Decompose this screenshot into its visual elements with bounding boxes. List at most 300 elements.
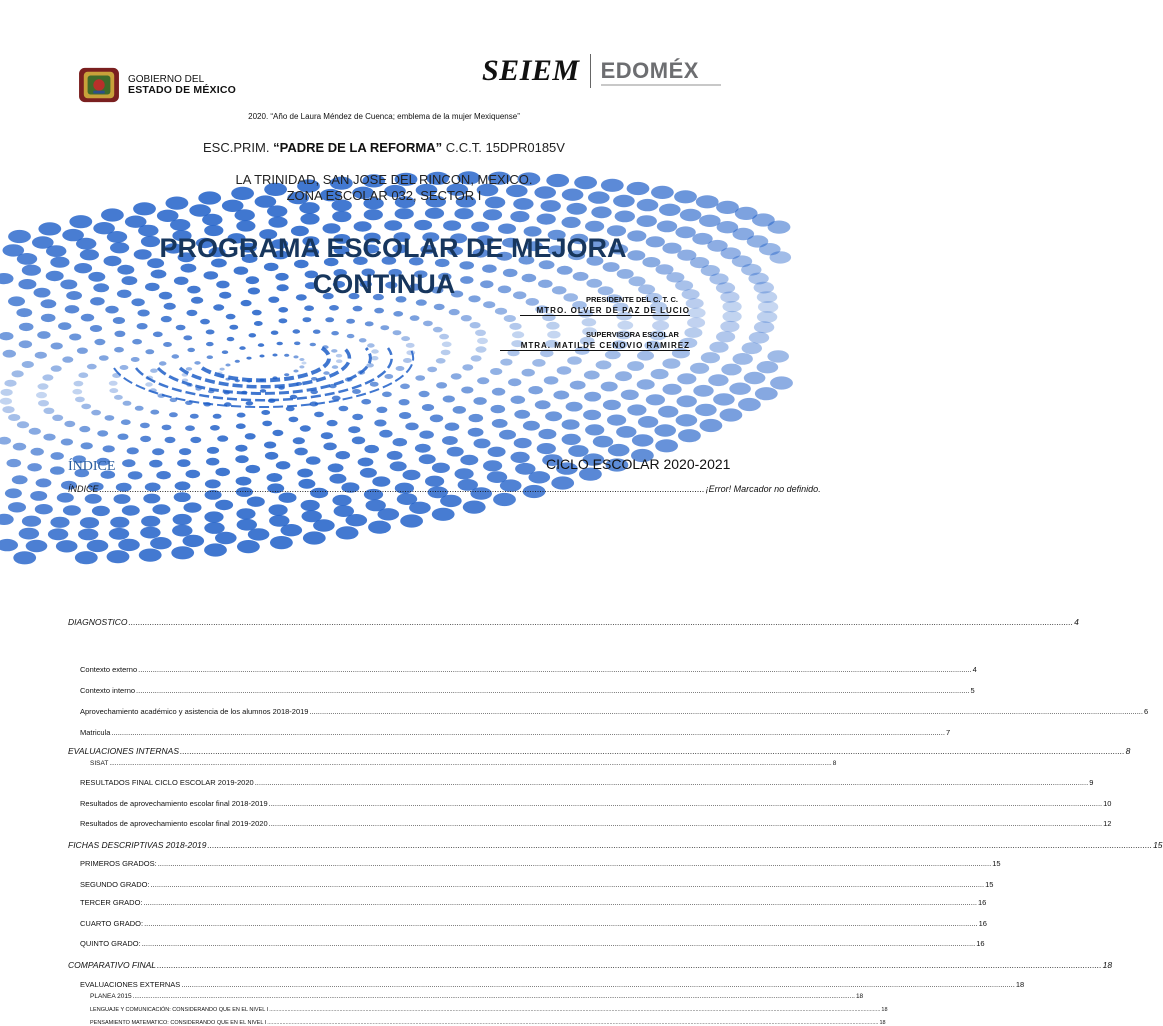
swirl-dot [584,371,600,380]
swirl-dot [235,445,247,452]
swirl-dot [708,374,728,386]
leader-dots: ................................................................................................................................................................................................................................................................................................................................................................................................................ [268,819,1103,828]
swirl-dot [770,376,793,389]
swirl-dot [677,395,697,407]
swirl-dot [451,373,462,379]
swirl-dot [510,211,529,222]
swirl-dot [393,330,402,335]
swirl-dot [22,361,34,368]
swirl-dot [374,420,386,427]
leader-dots: ................................................................................................................................................................................................................................................................................................................................................................................................................ [309,707,1143,716]
swirl-dot [336,451,351,459]
swirl-dot [500,359,512,366]
swirl-dot [680,209,702,221]
swirl-dot [186,367,192,371]
toc-entry[interactable] [90,1007,888,1013]
swirl-dot [360,468,377,478]
swirl-dot [299,358,304,361]
toc-entry-label: EVALUACIONES INTERNAS [68,746,180,756]
toc-entry-page: 18 [881,1007,888,1013]
swirl-dot [204,543,227,556]
swirl-dot [94,339,105,345]
swirl-dot [249,333,257,337]
toc-entry[interactable] [80,980,1025,989]
leader-dots: ................................................................................................................................................................................................................................................................................................................................................................................................................ [254,778,1089,787]
swirl-dot [19,528,39,540]
swirl-dot [284,373,289,376]
swirl-dot [293,437,305,444]
swirl-dot [4,380,16,387]
swirl-dot [107,550,130,563]
toc-entry[interactable] [80,799,1112,808]
swirl-dot [754,321,774,333]
swirl-dot [370,382,379,387]
swirl-dot [43,408,54,414]
swirl-dot [236,423,246,429]
swirl-dot [403,358,412,363]
swirl-dot [185,425,195,431]
swirl-dot [165,437,176,443]
swirl-dot [276,461,291,469]
swirl-dot [470,322,481,328]
swirl-dot [271,331,279,335]
swirl-dot [247,497,265,507]
swirl-dot [172,525,192,537]
leader-dots: ................................................................................................................................................................................................................................................................................................................................................................................................................ [143,898,978,907]
toc-entry[interactable] [80,778,1094,787]
swirl-dot [13,443,26,451]
swirl-dot [236,508,255,519]
swirl-dot [118,434,129,440]
toc-entry-page: 12 [1103,819,1112,828]
swirl-dot [213,414,222,419]
swirl-dot [69,215,92,228]
swirl-dot [419,431,434,439]
swirl-dot [733,353,753,365]
swirl-dot [206,458,219,466]
swirl-dot [368,521,391,534]
toc-entry[interactable] [90,993,864,1000]
swirl-dot [279,318,288,323]
toc-entry-label: SEGUNDO GRADO: [80,880,150,889]
swirl-dot [284,354,289,357]
swirl-dot [262,421,272,427]
swirl-dot [38,400,49,406]
swirl-dot [91,410,101,416]
swirl-dot [449,309,460,315]
swirl-dot [114,331,125,337]
swirl-dot [328,463,344,472]
toc-entry[interactable] [80,919,987,928]
swirl-dot [294,448,307,456]
swirl-dot [453,406,466,414]
swirl-dot [447,447,464,457]
toc-entry[interactable] [80,728,951,737]
toc-entry[interactable] [80,898,987,907]
toc-entry-page: 9 [1089,778,1094,787]
swirl-dot [405,423,418,431]
swirl-dot [190,414,199,419]
toc-entry-label: PENSAMIENTO MATEMATICO: CONSIDERANDO QUE EN EL NIVEL I [90,1020,267,1026]
swirl-dot [207,447,219,454]
swirl-dot [584,392,601,402]
swirl-dot [187,348,195,352]
president-label: PRESIDENTE DEL C. T. C. [586,295,678,304]
swirl-dot [352,414,363,420]
indice-line-error: ¡Error! Marcador no definido. [705,484,821,494]
swirl-dot [152,448,164,455]
swirl-dot [535,400,551,409]
swirl-dot [0,514,14,525]
swirl-dot [436,358,446,364]
swirl-dot [729,383,751,395]
swirl-dot [684,328,702,338]
swirl-dot [523,421,540,431]
swirl-dot [511,452,530,463]
swirl-dot [85,494,102,504]
swirl-dot [371,356,379,360]
gobierno-logo [76,66,236,104]
swirl-dot [206,330,215,335]
swirl-dot [177,459,190,467]
swirl-dot [81,442,93,449]
swirl-dot [19,323,34,331]
toc-entry[interactable] [80,707,1149,716]
swirl-dot [347,334,355,338]
toc-entry[interactable] [68,617,1079,627]
leader-dots: ................................................................................................................................................................................................................................................................................................................................................................................................................ [132,993,855,1000]
swirl-dot [396,366,405,371]
swirl-dot [105,306,118,314]
swirl-dot [627,361,644,371]
swirl-dot [585,424,604,435]
swirl-dot [297,469,313,478]
swirl-dot [35,504,53,514]
swirl-dot [755,387,778,400]
swirl-dot [537,214,556,225]
swirl-dot [468,428,484,437]
swirl-dot [627,404,646,415]
toc-entry-page: 18 [879,1020,886,1026]
swirl-dot [79,426,90,432]
leader-dots: ................................................................................................................................................................................................................................................................................................................................................................................................................ [144,919,978,928]
leader-dots: .................................................................................................................................................................................................................................................. [99,484,705,494]
address-line2: ZONA ESCOLAR 032, SECTOR I [286,188,482,203]
swirl-dot [757,311,777,323]
swirl-dot [220,368,225,371]
swirl-dot [12,370,24,377]
swirl-dot [382,392,392,398]
swirl-dot [441,350,451,356]
swirl-dot [110,517,129,528]
swirl-dot [545,411,562,421]
swirl-dot [423,321,433,327]
swirl-dot [415,375,425,381]
swirl-dot [78,372,88,378]
swirl-dot [546,322,559,330]
swirl-dot [403,470,421,480]
leader-dots: ................................................................................................................................................................................................................................................................................................................................................................................................................ [267,1020,879,1026]
swirl-dot [246,465,261,473]
swirl-dot [700,419,723,432]
swirl-dot [693,385,713,397]
toc-entry[interactable] [80,819,1112,828]
swirl-dot [38,383,49,389]
toc-entry[interactable] [90,1020,886,1026]
toc-entry[interactable] [68,840,1163,850]
toc-entry-page: 15 [985,880,994,889]
swirl-dot [325,317,334,322]
state-seal-icon [76,66,122,104]
gov-line2: ESTADO DE MÉXICO [128,84,237,96]
swirl-dot [87,364,97,370]
swirl-dot [475,330,486,336]
toc-entry[interactable] [80,939,985,948]
swirl-dot [483,301,495,308]
swirl-dot [430,415,443,423]
swirl-dot [346,319,355,324]
swirl-dot [532,359,545,367]
swirl-dot [63,505,81,515]
swirl-dot [395,208,414,219]
swirl-dot [414,220,432,230]
document-title [0,230,786,302]
swirl-dot [127,447,139,454]
swirl-dot [367,343,375,347]
swirl-dot [153,332,163,338]
swirl-dot [492,388,505,396]
leader-dots: ................................................................................................................................................................................................................................................................................................................................................................................................................ [157,859,992,868]
swirl-dot [140,527,160,539]
swirl-dot [50,466,65,474]
toc-entry-label: SISAT [90,760,109,767]
toc-entry[interactable] [80,859,1001,868]
swirl-dot [81,314,94,322]
swirl-dot [723,301,742,312]
swirl-dot [294,342,300,346]
swirl-dot [570,381,586,390]
swirl-dot [508,378,521,386]
swirl-dot [364,445,379,453]
swirl-dot [583,410,601,420]
swirl-dot [301,500,320,511]
swirl-dot [557,366,572,374]
toc-entry[interactable] [90,760,837,767]
swirl-dot [723,311,742,322]
toc-entry-page: 5 [970,686,975,695]
toc-entry-page: 15 [992,859,1001,868]
swirl-dot [720,408,743,421]
swirl-dot [436,382,447,388]
swirl-dot [150,369,158,373]
swirl-dot [512,331,524,338]
swirl-dot [120,365,129,370]
swirl-dot [483,209,502,220]
swirl-dot [509,323,521,330]
swirl-dot [92,506,110,516]
swirl-dot [77,348,88,354]
swirl-dot [504,315,516,322]
swirl-dot [378,508,400,520]
swirl-dot [553,391,569,400]
swirl-dot [97,430,108,436]
swirl-dot [687,318,705,328]
swirl-dot [443,396,455,403]
swirl-dot [122,505,140,515]
toc-entry-label: CUARTO GRADO: [80,919,144,928]
swirl-dot [477,377,489,384]
swirl-dot [662,358,680,368]
swirl-dot [22,516,41,527]
swirl-dot [419,454,436,464]
swirl-dot [471,355,482,361]
swirl-dot [8,502,26,512]
swirl-dot [26,540,48,552]
swirl-dot [35,352,47,359]
swirl-dot [213,304,224,310]
swirl-dot [409,502,431,514]
toc-entry-page: 4 [1074,617,1079,627]
swirl-dot [109,381,118,386]
swirl-dot [75,397,85,403]
indice-line-label: ÍNDICE [68,484,99,494]
toc-entry-label: LENGUAJE Y COMUNICACIÓN: CONSIDERANDO QUE EN EL NIVEL I [90,1007,269,1013]
swirl-dot [29,428,41,435]
swirl-dot [56,540,78,552]
swirl-dot [74,381,84,387]
swirl-dot [5,488,22,498]
swirl-dot [434,304,445,310]
swirl-dot [137,323,148,329]
swirl-dot [415,444,431,453]
swirl-dot [474,439,491,449]
swirl-dot [235,455,248,463]
swirl-dot [353,306,363,312]
swirl-dot [621,390,639,400]
swirl-dot [200,319,210,325]
toc-entry[interactable] [80,880,994,889]
swirl-dot [742,342,762,354]
swirl-dot [121,419,131,425]
swirl-dot [87,540,109,552]
swirl-dot [277,342,283,346]
swirl-dot [114,494,131,504]
swirl-dot [293,355,298,358]
swirl-dot [161,316,172,322]
swirl-dot [617,321,633,330]
swirl-dot [713,393,735,405]
swirl-dot [0,539,18,551]
toc-entry-page: 7 [945,728,951,737]
swirl-dot [615,371,632,381]
swirl-dot [455,468,474,479]
swirl-dot [293,370,298,373]
toc-entry[interactable] [68,960,1113,970]
swirl-dot [215,468,230,476]
swirl-dot [637,215,657,227]
swirl-dot [676,414,698,426]
swirl-dot [376,407,387,413]
swirl-dot [658,406,678,418]
swirl-dot [492,419,508,428]
ciclo-escolar: CICLO ESCOLAR 2020-2021 [546,456,731,472]
swirl-dot [749,332,769,344]
swirl-dot [567,203,587,215]
swirl-dot [591,206,611,218]
swirl-dot [303,531,326,544]
swirl-dot [607,415,626,426]
swirl-dot [246,401,254,405]
swirl-dot [529,471,551,483]
supervisor-label: SUPERVISORA ESCOLAR [586,330,679,339]
toc-entry-label: RESULTADOS FINAL CICLO ESCOLAR 2019-2020 [80,778,254,787]
swirl-dot [261,410,270,415]
toc-entry-label: PLANEA 2015 [90,993,132,1000]
swirl-dot [41,314,56,322]
swirl-dot [176,325,186,331]
school-prefix: ESC.PRIM. [203,140,270,155]
swirl-dot [246,357,251,360]
toc-entry-page: 18 [855,993,864,1000]
swirl-dot [51,343,63,350]
gobierno-text [128,74,236,96]
swirl-dot [758,301,778,313]
swirl-dot [204,511,223,522]
swirl-dot [336,526,359,539]
toc-entry-page: 8 [832,760,837,767]
swirl-dot [538,429,556,439]
toc-entry-label: Resultados de aprovechamiento escolar final 2019-2020 [80,819,268,828]
toc-entry-page: 15 [1153,840,1163,850]
toc-entry-label: COMPARATIVO FINAL [68,960,157,970]
swirl-dot [336,354,342,358]
swirl-dot [215,532,237,544]
leader-dots: ................................................................................................................................................................................................................................................................................................................................................................................................................ [207,840,1153,850]
swirl-dot [663,384,682,395]
swirl-dot [171,546,194,559]
title-line2: CONTINUA [312,269,456,299]
toc-entry[interactable] [80,686,975,695]
swirl-dot [299,365,304,368]
swirl-dot [8,414,20,421]
swirl-dot [601,382,618,392]
swirl-dot [514,438,532,448]
swirl-dot [65,305,80,313]
swirl-dot [36,392,47,398]
swirl-dot [173,514,192,525]
swirl-dot [81,404,91,410]
swirl-dot [327,420,338,426]
toc-entry[interactable] [80,665,977,674]
toc-entry-label: DIAGNOSTICO [68,617,128,627]
swirl-dot [544,376,559,384]
swirl-dot [332,365,338,369]
swirl-dot [122,459,135,467]
swirl-dot [19,340,32,348]
swirl-dot [439,334,449,340]
toc-entry-label: PRIMEROS GRADOS: [80,859,157,868]
swirl-dot [361,399,371,405]
swirl-dot [646,394,665,405]
swirl-dot [488,447,506,457]
swirl-dot [720,321,739,332]
swirl-dot [281,524,303,536]
toc-entry[interactable] [68,746,1131,756]
swirl-dot [566,402,583,412]
swirl-dot [432,463,450,473]
swirl-dot [300,425,311,431]
toc-entry-page: 16 [976,939,985,948]
